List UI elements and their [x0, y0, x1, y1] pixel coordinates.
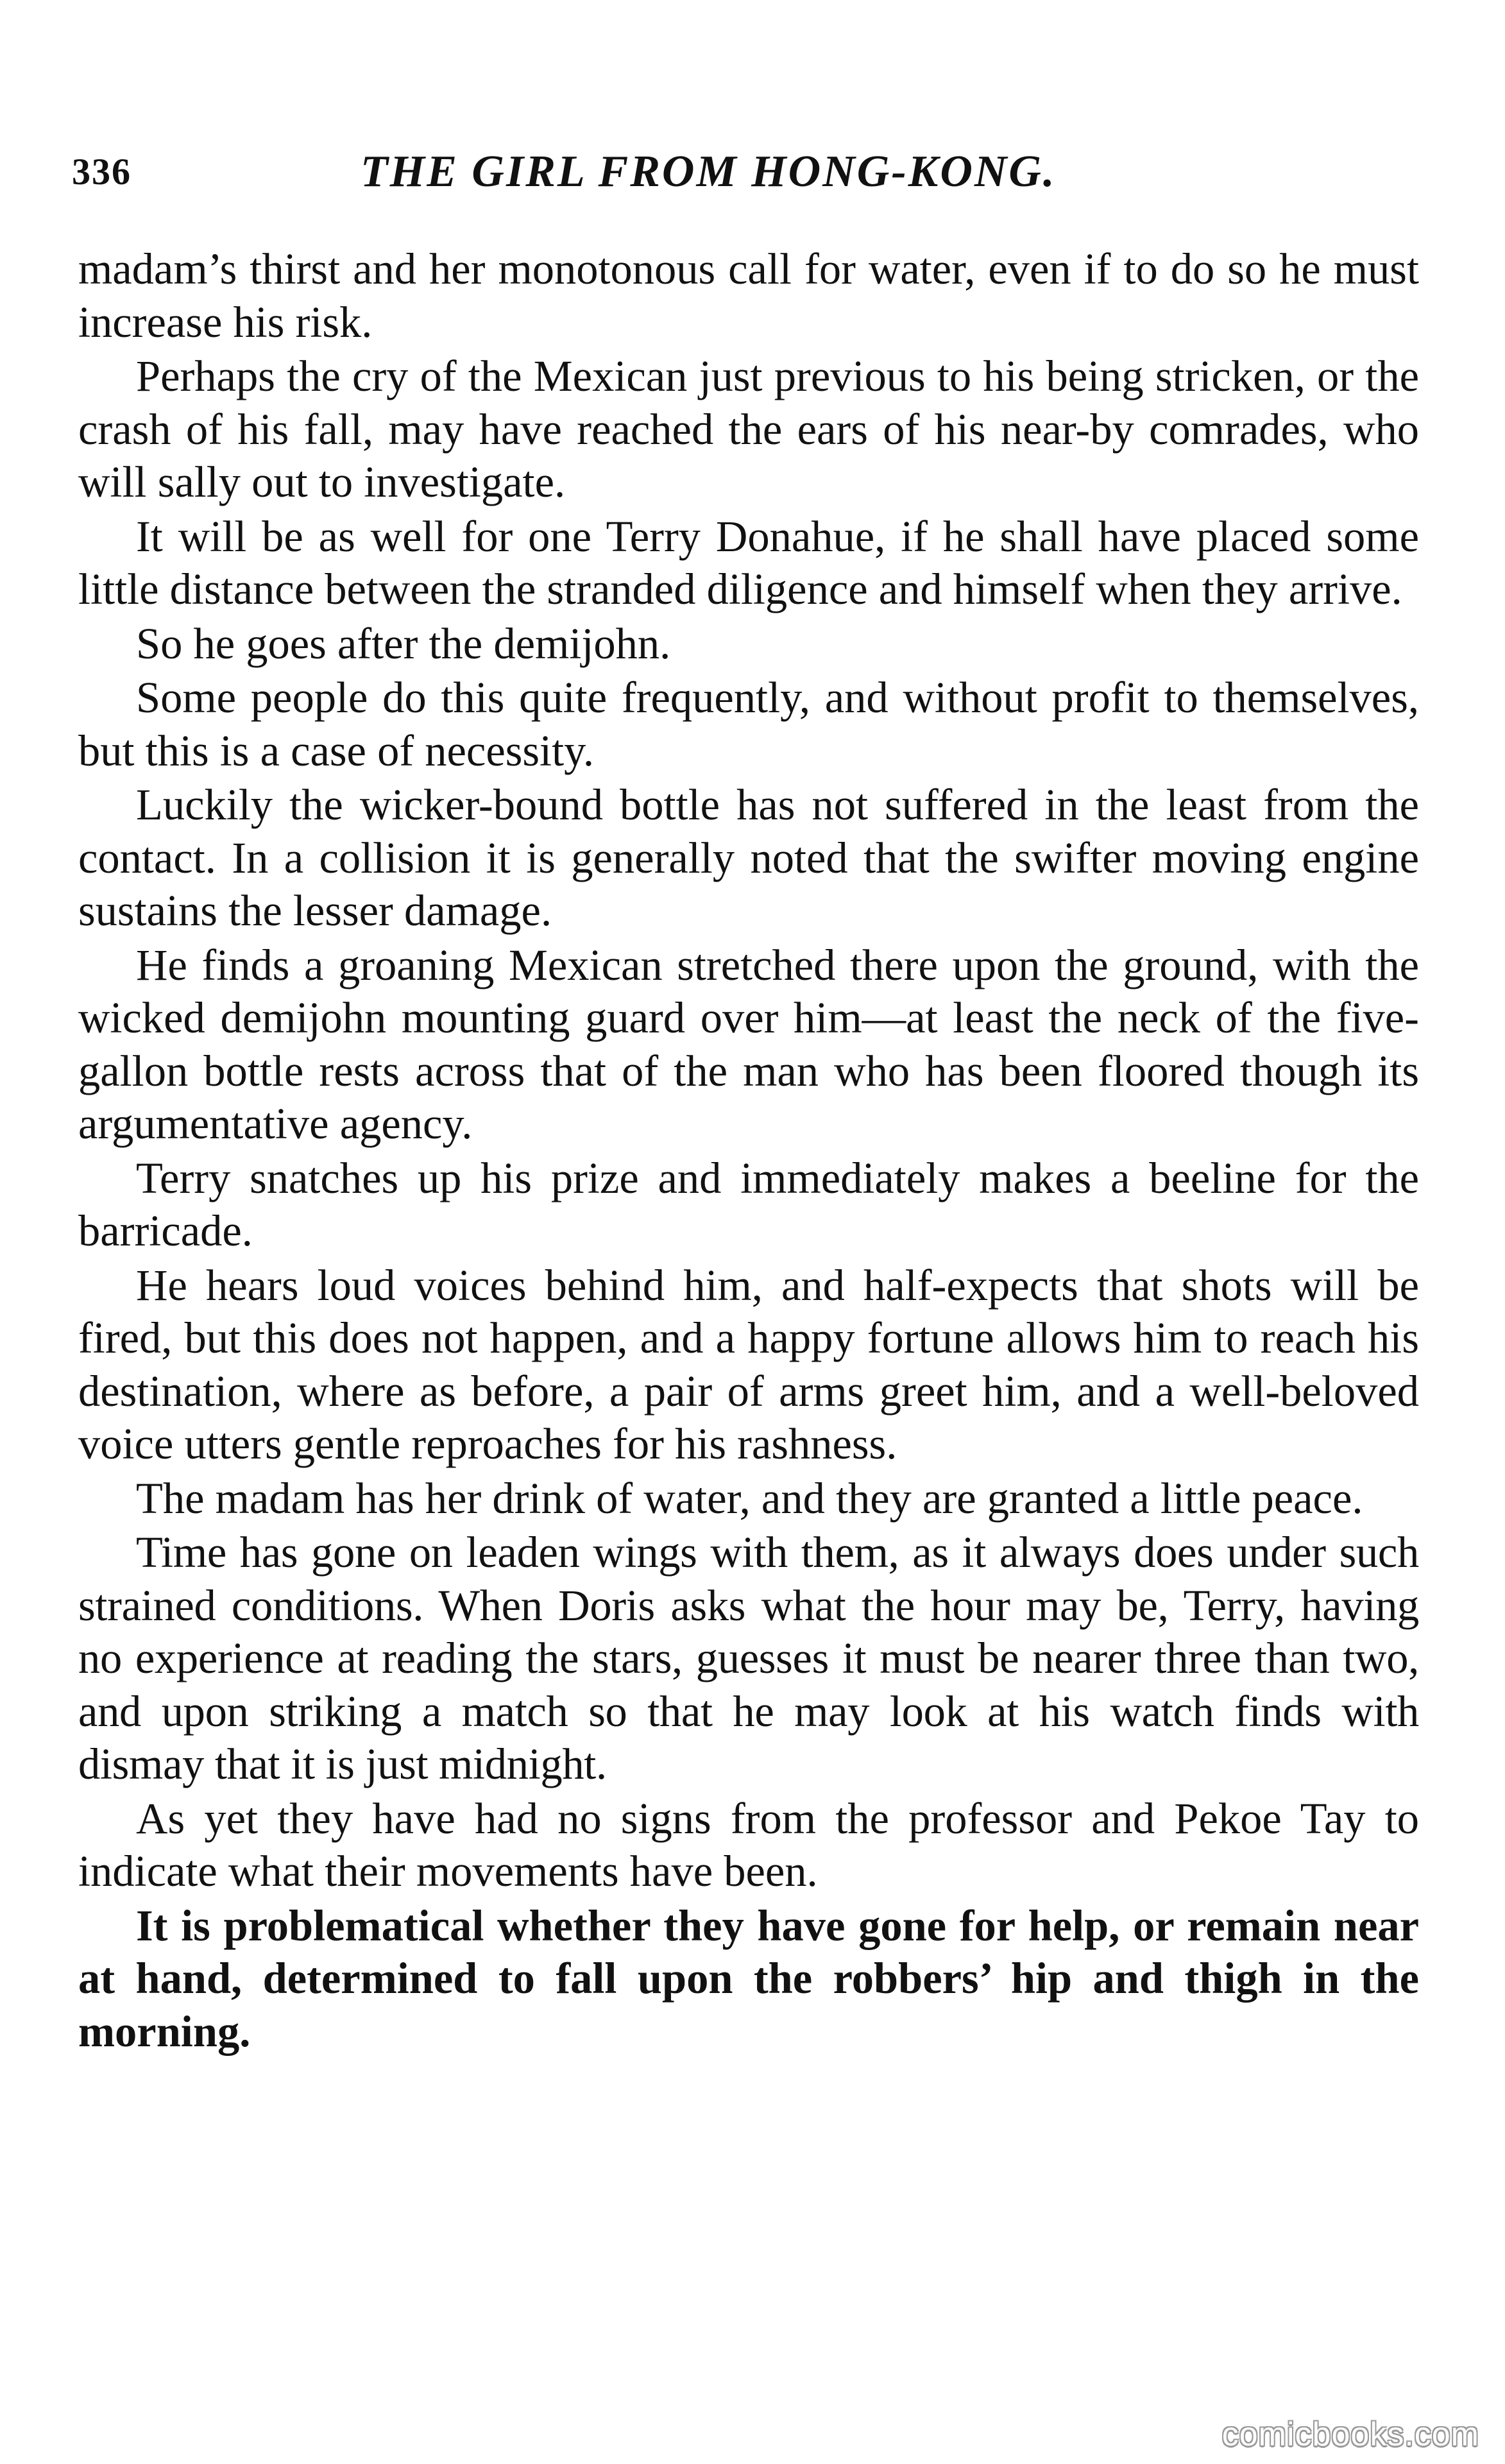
paragraph: Luckily the wicker-bound bottle has not suffered in the least from the contact. In a collision it is generally noted that the swifter moving engine sustains the lesser damage.: [78, 780, 1419, 935]
paragraph: It will be as well for one Terry Donahue, if he shall have placed some little distance between the stranded diligence and himself when they arrive.: [78, 511, 1419, 613]
running-head: [72, 140, 1432, 210]
paragraph: It is problematical whether they have gone for help, or remain near at hand, determined to fall upon the robbers’ hip and thigh in the morning.: [78, 1901, 1419, 2056]
paragraph: Perhaps the cry of the Mexican just previous to his being stricken, or the crash of his fall, may have reached the ears of his near-by comrades, who will sally out to investigate.: [78, 352, 1419, 506]
paragraph: Some people do this quite frequently, and without profit to themselves, but this is a case of necessity.: [78, 673, 1419, 775]
paragraph: Time has gone on leaden wings with them, as it always does under such strained conditions. When Doris asks what the hour may be, Terry, having no experience at reading the stars, guesses it must be nearer three than two, and upon striking a match so that he may look at his watch finds with dismay that it is just midnight.: [78, 1528, 1419, 1788]
running-title: THE GIRL FROM HONG-KONG.: [361, 147, 1057, 196]
body-text: [78, 243, 1419, 2059]
page-number: 336: [72, 151, 132, 193]
paragraph: So he goes after the demijohn.: [136, 619, 671, 668]
paragraph: Terry snatches up his prize and immediately makes a beeline for the barricade.: [78, 1153, 1419, 1255]
watermark: comicbooks.com: [1221, 2416, 1479, 2453]
paragraph: madam’s thirst and her monotonous call for water, even if to do so he must increase his risk.: [78, 244, 1419, 346]
paragraph: He hears loud voices behind him, and half-expects that shots will be fired, but this does not happen, and a happy fortune allows him to reach his destination, where as before, a pair of arms greet him, and a well-beloved voice utters gentle reproaches for his rashness.: [78, 1260, 1419, 1468]
paragraph: As yet they have had no signs from the professor and Pekoe Tay to indicate what their movements have been.: [78, 1793, 1419, 1895]
paragraph: He finds a groaning Mexican stretched there upon the ground, with the wicked demijohn mounting guard over him—at least the neck of the five-gallon bottle rests across that of the man who has been floored though its argumentative agency.: [78, 940, 1419, 1148]
paragraph: The madam has her drink of water, and they are granted a little peace.: [136, 1473, 1363, 1523]
